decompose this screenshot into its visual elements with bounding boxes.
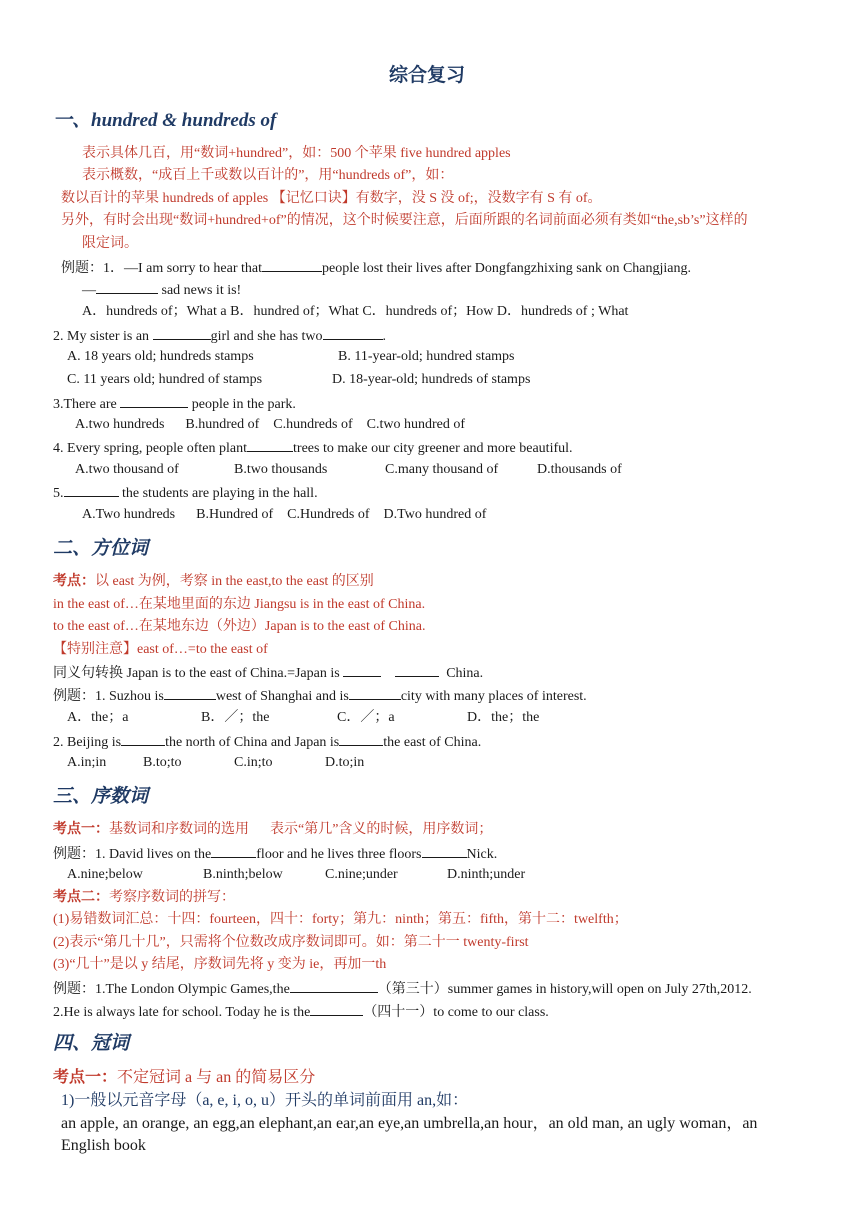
- s2-question-1: 例题：1. Suzhou is west of Shanghai and is city with many places of interest.: [53, 685, 587, 707]
- s1-q2-option-a: A. 18 years old; hundreds stamps: [67, 349, 254, 364]
- s2-q2-option-a: A.in;in: [67, 755, 107, 770]
- s3-q1-option-c: C.nine;under: [325, 867, 398, 882]
- s1-q4-option-d: D.thousands of: [537, 462, 622, 477]
- s1-question-5: 5. the students are playing in the hall.: [53, 482, 318, 504]
- s3-point-2: (2)表示“第几十几”，只需将个位数改成序数词即可。如：第二十一 twenty-first: [53, 935, 529, 950]
- s2-q2-option-d: D.to;in: [325, 755, 365, 770]
- s1-line-1: 表示具体几百，用“数词+hundred”，如：500 个苹果 five hundred apples: [82, 146, 511, 161]
- answer-blank[interactable]: [211, 843, 256, 858]
- s2-q2-option-b: B.to;to: [143, 755, 182, 770]
- s1-q2-option-c: C. 11 years old; hundred of stamps: [67, 372, 263, 387]
- s1-question-2: 2. My sister is an girl and she has two .: [53, 325, 386, 347]
- s3-question-2: 例题：1.The London Olympic Games,the （第三十）summer games in history,will open on July 27th,2012.: [53, 978, 752, 1000]
- s1-q4-option-c: C.many thousand of: [385, 462, 499, 477]
- s2-line-3: 【特别注意】east of…=to the east of: [53, 642, 268, 657]
- s3-q1-option-a: A.nine;below: [67, 867, 143, 882]
- s1-q2-option-b: B. 11-year-old; hundred stamps: [338, 349, 515, 364]
- answer-blank[interactable]: [153, 325, 211, 340]
- answer-blank[interactable]: [247, 437, 293, 452]
- answer-blank[interactable]: [64, 482, 119, 497]
- s3-kaodian-1: 考点一：基数词和序数词的选用 表示“第几”含义的时候，用序数词；: [53, 822, 493, 837]
- section-heading-4: 四、冠词: [53, 1033, 130, 1054]
- answer-blank[interactable]: [290, 978, 378, 993]
- answer-blank[interactable]: [96, 279, 158, 294]
- s1-q2-option-d: D. 18-year-old; hundreds of stamps: [332, 372, 531, 387]
- s2-kaodian: 考点：以 east 为例，考察 in the east,to the east 的区别: [53, 574, 374, 589]
- s2-q1-option-c: C．／；a: [337, 710, 395, 725]
- answer-blank[interactable]: [349, 685, 401, 700]
- s1-question-5-options: A.Two hundreds B.Hundred of C.Hundreds of D.Two hundred of: [82, 507, 487, 522]
- section-heading-3: 三、序数词: [53, 786, 149, 807]
- answer-blank[interactable]: [395, 662, 439, 677]
- answer-blank[interactable]: [121, 731, 165, 746]
- s1-question-3-options: A.two hundreds B.hundred of C.hundreds of C.two hundred of: [75, 417, 466, 432]
- s1-question-1: 例题：1．—I am sorry to hear that people lost their lives after Dongfangzhixing sank on Changjiang.: [61, 257, 691, 279]
- s4-line-2: an apple, an orange, an egg,an elephant,an ear,an eye,an umbrella,an hour，an old man, an ugly woman，an: [61, 1115, 758, 1132]
- s1-line-4: 另外，有时会出现“数词+hundred+of”的情况，这个时候要注意，后面所跟的名词前面必须有类如“the,sb’s”这样的: [61, 213, 748, 228]
- s2-q1-option-d: D．the；the: [467, 710, 540, 725]
- s3-q1-option-d: D.ninth;under: [447, 867, 526, 882]
- answer-blank[interactable]: [164, 685, 216, 700]
- s1-question-1-reply: — sad news it is!: [82, 279, 241, 301]
- section-heading-1: 一、hundred & hundreds of: [53, 110, 277, 131]
- answer-blank[interactable]: [120, 393, 188, 408]
- s2-question-2: 2. Beijing is the north of China and Japan is the east of China.: [53, 731, 481, 753]
- s3-question-3: 2.He is always late for school. Today he is the （四十一）to come to our class.: [53, 1001, 549, 1023]
- s2-q1-option-b: B．／；the: [201, 710, 270, 725]
- s4-kaodian-1: 考点一：不定冠词 a 与 an 的简易区分: [53, 1069, 316, 1086]
- answer-blank[interactable]: [343, 662, 381, 677]
- s1-q4-option-b: B.two thousands: [234, 462, 328, 477]
- s2-line-1: in the east of…在某地里面的东边 Jiangsu is in the east of China.: [53, 597, 426, 612]
- page-title: 综合复习: [389, 65, 466, 86]
- s1-line-2: 表示概数，“成百上千或数以百计的”，用“hundreds of”，如：: [82, 168, 454, 183]
- s3-point-3: (3)“几十”是以 y 结尾，序数词先将 y 变为 ie，再加一th: [53, 957, 387, 972]
- s2-q2-option-c: C.in;to: [234, 755, 273, 770]
- s1-line-3: 数以百计的苹果 hundreds of apples 【记忆口诀】有数字，没 S 没 of;，没数字有 S 有 of。: [61, 191, 602, 206]
- s1-question-3: 3.There are people in the park.: [53, 393, 296, 415]
- s4-line-1: 1)一般以元音字母（a, e, i, o, u）开头的单词前面用 an,如：: [61, 1092, 469, 1109]
- answer-blank[interactable]: [310, 1001, 363, 1016]
- s2-line-2: to the east of…在某地东边（外边）Japan is to the east of China.: [53, 619, 426, 634]
- answer-blank[interactable]: [323, 325, 383, 340]
- s1-q4-option-a: A.two thousand of: [75, 462, 179, 477]
- s1-line-5: 限定词。: [82, 236, 138, 251]
- s3-kaodian-2: 考点二：考察序数词的拼写：: [53, 890, 235, 905]
- s1-question-4: 4. Every spring, people often plant trees to make our city greener and more beautiful.: [53, 437, 573, 459]
- s2-q1-option-a: A．the；a: [67, 710, 129, 725]
- s3-q1-option-b: B.ninth;below: [203, 867, 283, 882]
- answer-blank[interactable]: [422, 843, 467, 858]
- answer-blank[interactable]: [262, 257, 322, 272]
- s3-question-1: 例题：1. David lives on the floor and he lives three floors Nick.: [53, 843, 497, 865]
- s1-question-1-options: A．hundreds of；What a B．hundred of；What C．hundreds of；How D．hundreds of ; What: [82, 304, 629, 319]
- s2-line-4: 同义句转换 Japan is to the east of China.=Japan is China.: [53, 662, 483, 684]
- s3-point-1: (1)易错数词汇总：十四：fourteen，四十：forty；第九：ninth；第五：fifth，第十二：twelfth；: [53, 912, 628, 927]
- section-heading-2: 二、方位词: [53, 538, 149, 559]
- s4-line-3: English book: [61, 1137, 146, 1154]
- answer-blank[interactable]: [339, 731, 383, 746]
